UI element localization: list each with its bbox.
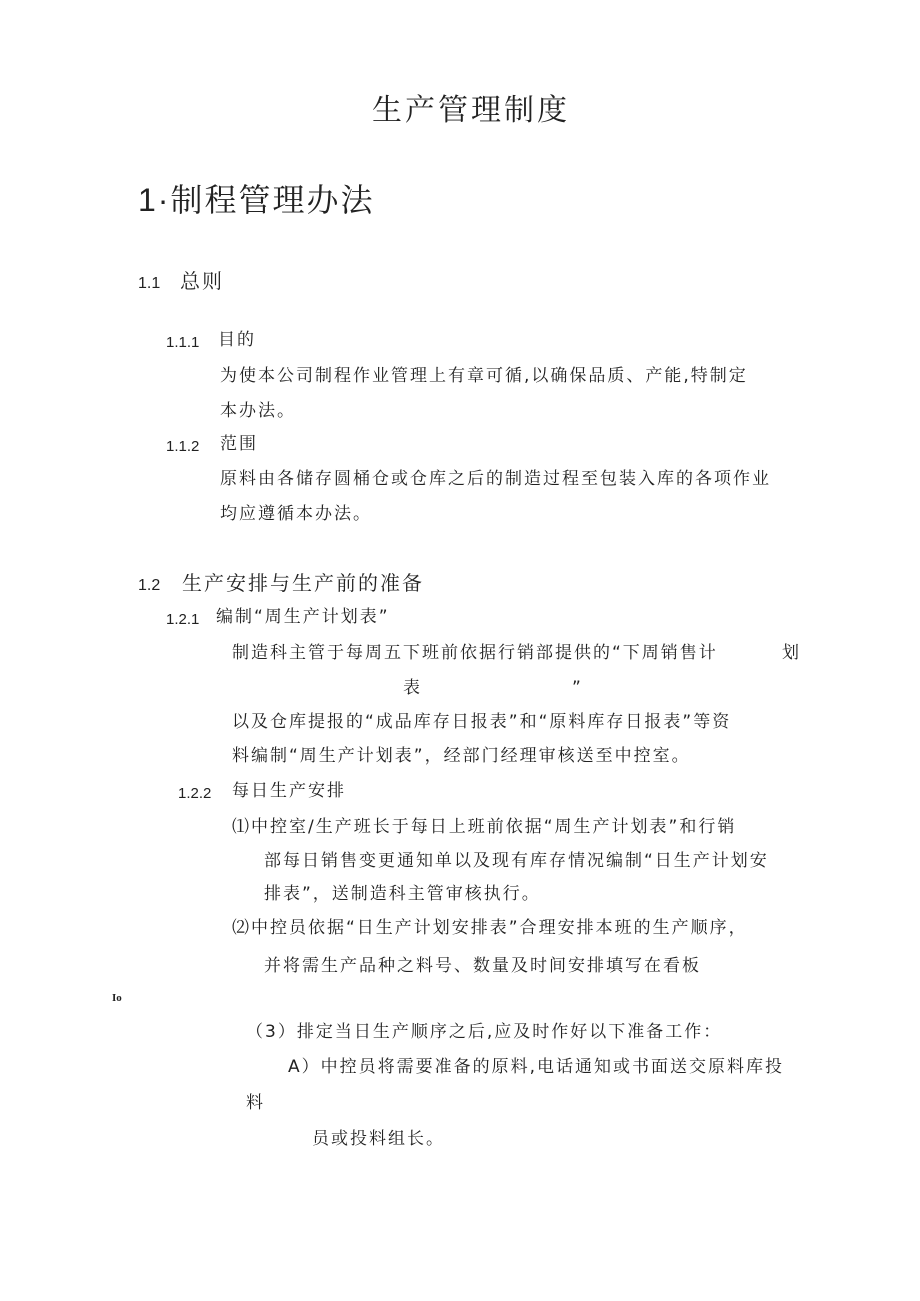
list-item-line: ⑴中控室/生产班长于每日上班前依据“周生产计划表”和行销 — [232, 817, 737, 837]
chapter-title: 制程管理办法 — [170, 181, 375, 219]
paragraph-line-tail: 划 — [782, 643, 801, 663]
subsection-number: 1.2.2 — [178, 785, 212, 802]
paragraph-line: 为使本公司制程作业管理上有章可循,以确保品质、产能,特制定 — [220, 366, 748, 386]
chapter-heading — [138, 181, 375, 219]
subsection-title: 目的 — [218, 330, 256, 350]
section-title: 生产安排与生产前的准备 — [182, 571, 424, 595]
paragraph-fragment: 表 — [403, 678, 422, 698]
list-item-line: 并将需生产品种之料号、数量及时间安排填写在看板 — [264, 956, 701, 976]
paragraph-fragment: ” — [572, 678, 583, 698]
subsection-number: 1.1.2 — [166, 438, 200, 455]
list-item-line: ⑵中控员依据“日生产计划安排表”合理安排本班的生产顺序， — [232, 918, 748, 938]
list-item-line: （3）排定当日生产顺序之后,应及时作好以下准备工作： — [246, 1022, 723, 1042]
sub-item-line: 料 — [246, 1093, 265, 1113]
subsection-number: 1.2.1 — [166, 611, 200, 628]
paragraph-line: 制造科主管于每周五下班前依据行销部提供的“下周销售计 — [232, 643, 718, 663]
section-number: 1.1 — [138, 275, 161, 292]
list-item-line: 部每日销售变更通知单以及现有库存情况编制“日生产计划安 — [264, 851, 769, 871]
section-title: 总则 — [180, 269, 224, 293]
chapter-number: 1· — [138, 182, 171, 218]
paragraph-line: 均应遵循本办法。 — [220, 504, 372, 524]
page-title: 生产管理制度 — [372, 93, 570, 128]
paragraph-line: 本办法。 — [220, 401, 296, 421]
sub-item-line: 员或投料组长。 — [312, 1129, 445, 1149]
section-number: 1.2 — [138, 577, 161, 594]
subsection-title: 编制“周生产计划表” — [216, 607, 390, 627]
paragraph-line: 以及仓库提报的“成品库存日报表”和“原料库存日报表”等资 — [232, 712, 732, 732]
margin-mark: Io — [112, 992, 122, 1004]
paragraph-line: 料编制“周生产计划表”，经部门经理审核送至中控室。 — [232, 746, 691, 766]
subsection-title: 范围 — [220, 434, 258, 454]
list-item-line: 排表”，送制造科主管审核执行。 — [264, 884, 541, 904]
subsection-title: 每日生产安排 — [232, 781, 346, 801]
paragraph-line: 原料由各储存圆桶仓或仓库之后的制造过程至包装入库的各项作业 — [220, 469, 771, 489]
subsection-number: 1.1.1 — [166, 334, 200, 351]
sub-item-line: A）中控员将需要准备的原料,电话通知或书面送交原料库投 — [288, 1057, 785, 1077]
